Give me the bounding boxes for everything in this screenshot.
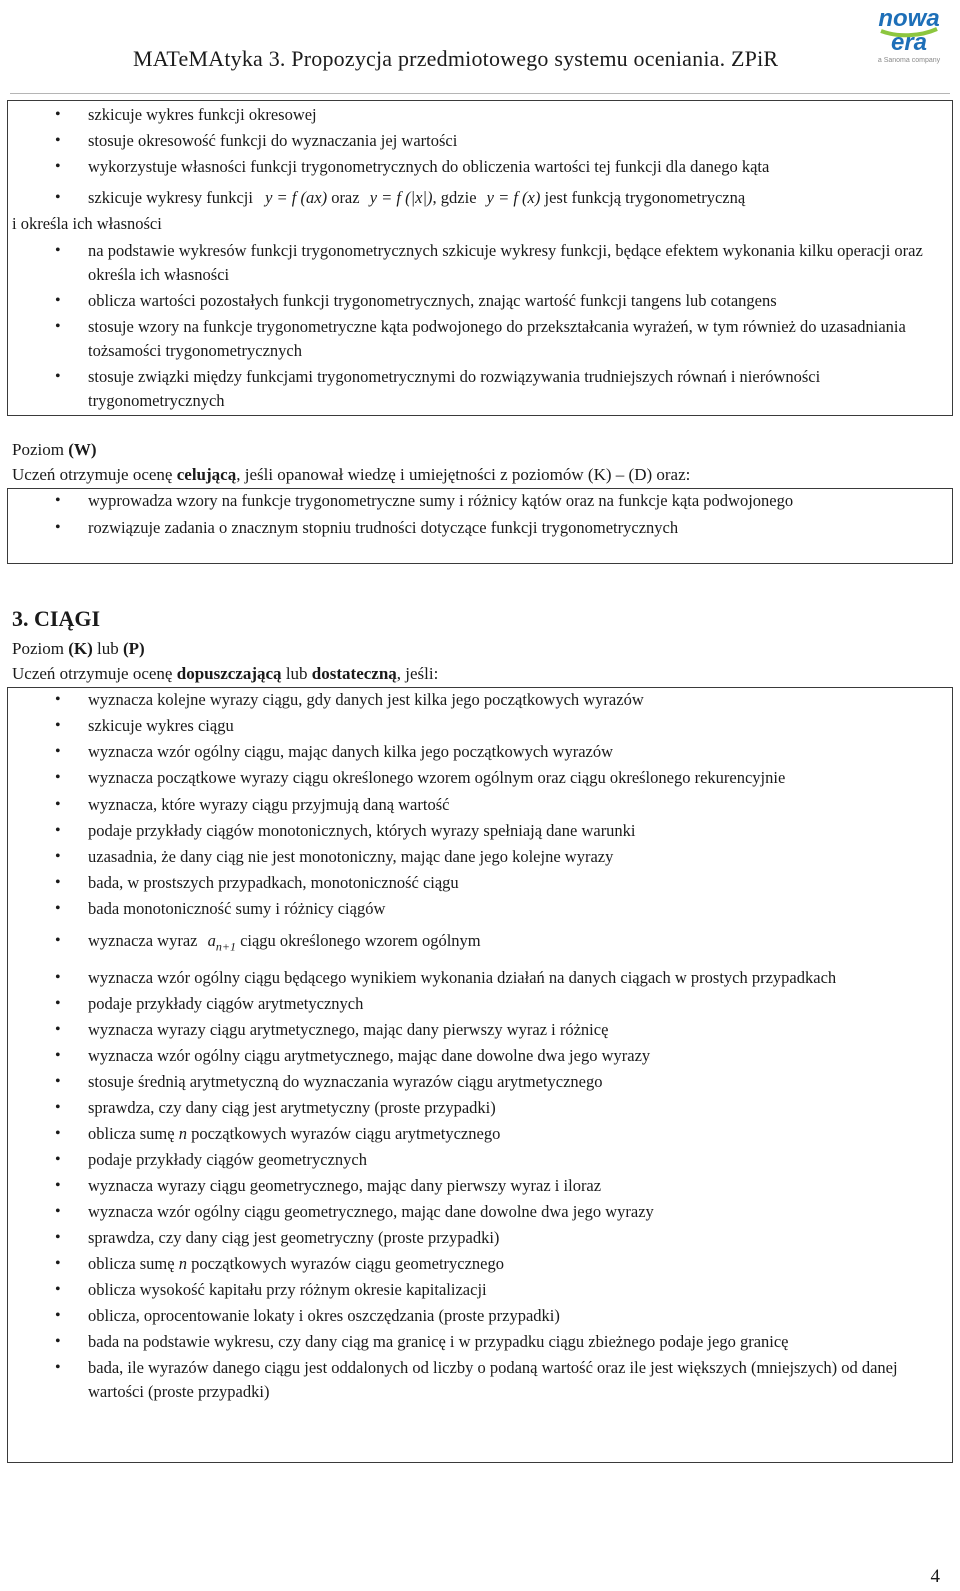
list-item: • wyznacza wyrazy ciągu geometrycznego, mając dany pierwszy wyraz i iloraz (55, 1176, 602, 1196)
list-item: • bada na podstawie wykresu, czy dany ciąg ma granicę i w przypadku ciągu zbieżnego podaje jego granicę (55, 1332, 789, 1352)
level-kp-intro: Uczeń otrzymuje ocenę dopuszczającą lub dostateczną, jeśli: (12, 664, 439, 683)
formula: n (178, 1124, 187, 1144)
list-item: • wyznacza wyraz $a_{n+1}$ ciągu określonego wzorem ogólnym (55, 931, 481, 954)
header-divider (10, 93, 950, 94)
list-item: • wyznacza początkowe wyrazy ciągu określonego wzorem ogólnym oraz ciągu określonego rekurencyjnie (55, 768, 786, 787)
list-item: • sprawdza, czy dany ciąg jest arytmetyczny (proste przypadki) (55, 1098, 496, 1118)
formula: y = f (ax) (265, 188, 328, 207)
list-item: • stosuje średnią arytmetyczną do wyznaczania wyrazów ciągu arytmetycznego (55, 1072, 603, 1092)
list-item: • oblicza wartości pozostałych funkcji trygonometrycznych, znając wartość funkcji tangens lub cotangens (55, 291, 777, 310)
document-header-title: MATeMAtyka 3. Propozycja przedmiotowego systemu oceniania. ZPiR (133, 46, 779, 71)
list-item: • szkicuje wykresy funkcji y = f (ax) oraz y = f (|x|), gdzie y = f (x) jest funkcją trygonometryczną i określa ich własności (12, 188, 746, 233)
list-item: • wykorzystuje własności funkcji trygonometrycznych do obliczenia wartości tej funkcji dla danego kąta (55, 157, 770, 176)
formula: n (178, 1254, 187, 1274)
level-w-intro: Uczeń otrzymuje ocenę celującą, jeśli opanował wiedzę i umiejętności z poziomów (K) – (D) oraz: (12, 465, 691, 484)
formula: y = f (|x|) (369, 188, 433, 207)
level-w-label: Poziom (W) (12, 440, 97, 459)
svg-text:a Sanoma company: a Sanoma company (877, 57, 941, 64)
list-item: • wyznacza wzór ogólny ciągu geometrycznego, mając dane dowolne dwa jego wyrazy (55, 1202, 654, 1222)
formula: a (207, 931, 216, 950)
formula: y = f (x) (486, 188, 541, 207)
list-item: • oblicza sumę n początkowych wyrazów ciągu arytmetycznego (55, 1124, 501, 1144)
list-item: • bada monotoniczność sumy i różnicy ciągów (55, 899, 386, 918)
list-item: • stosuje wzory na funkcje trygonometryczne kąta podwojonego do przekształcania wyrażeń, w tym również do uzasadniania tożsamości trygonometrycznych (55, 317, 906, 360)
list-item: • na podstawie wykresów funkcji trygonometrycznych szkicuje wykresy funkcji, będące efektem wykonania kilku operacji oraz określa ich własności (55, 241, 923, 284)
nowa-era-logo (873, 4, 945, 66)
list-item: • podaje przykłady ciągów arytmetycznych (55, 994, 364, 1014)
svg-text:era: era (890, 29, 928, 56)
list-item: • uzasadnia, że dany ciąg nie jest monotoniczny, mając dane jego kolejne wyrazy (55, 847, 614, 866)
list-item: • podaje przykłady ciągów geometrycznych (55, 1150, 368, 1170)
list-item: • wyznacza wzór ogólny ciągu będącego wynikiem wykonania działań na danych ciągach w prostych przypadkach (55, 968, 837, 988)
list-item: • wyznacza wzór ogólny ciągu arytmetycznego, mając dane dowolne dwa jego wyrazy (55, 1046, 651, 1066)
list-item: • szkicuje wykres ciągu (55, 716, 234, 735)
page-number: 4 (930, 1566, 940, 1587)
list-item: • wyznacza wzór ogólny ciągu, mając danych kilka jego początkowych wyrazów (55, 742, 614, 761)
skills-table-trigonometry (7, 100, 953, 416)
list-item: • wyznacza, które wyrazy ciągu przyjmują daną wartość (55, 795, 450, 814)
level-kp-label: Poziom (K) lub (P) (12, 639, 145, 658)
list-item: • szkicuje wykres funkcji okresowej (55, 105, 317, 124)
list-item: • bada, ile wyrazów danego ciągu jest oddalonych od liczby o podaną wartość oraz ile jest większych (mniejszych) od danej wartości (proste przypadki) (55, 1358, 898, 1402)
skills-table-level-w (7, 488, 953, 564)
list-item: • sprawdza, czy dany ciąg jest geometryczny (proste przypadki) (55, 1228, 500, 1248)
list-item: • stosuje związki między funkcjami trygonometrycznymi do rozwiązywania trudniejszych równań i nierówności trygonometrycznych (55, 367, 821, 410)
list-item: • wyznacza kolejne wyrazy ciągu, gdy danych jest kilka jego początkowych wyrazów (55, 690, 644, 709)
list-item: • rozwiązuje zadania o znacznym stopniu trudności dotyczące funkcji trygonometrycznych (55, 518, 679, 537)
list-item: • stosuje okresowość funkcji do wyznaczania jej wartości (55, 131, 458, 150)
skills-table-sequences (7, 687, 953, 1463)
list-item: • bada, w prostszych przypadkach, monotoniczność ciągu (55, 873, 459, 892)
svg-text:nowa: nowa (878, 5, 940, 32)
list-item: • wyprowadza wzory na funkcje trygonometryczne sumy i różnicy kątów oraz na funkcje kąta podwojonego (55, 491, 794, 510)
list-item: • wyznacza wyrazy ciągu arytmetycznego, mając dany pierwszy wyraz i różnicę (55, 1020, 609, 1040)
section-heading: 3. CIĄGI (12, 606, 101, 631)
list-item: • oblicza sumę n początkowych wyrazów ciągu geometrycznego (55, 1254, 504, 1274)
list-item: • oblicza wysokość kapitału przy różnym okresie kapitalizacji (55, 1280, 487, 1300)
list-item: • podaje przykłady ciągów monotonicznych, których wyrazy spełniają dane warunki (55, 821, 636, 840)
list-item: • oblicza, oprocentowanie lokaty i okres oszczędzania (proste przypadki) (55, 1306, 560, 1326)
